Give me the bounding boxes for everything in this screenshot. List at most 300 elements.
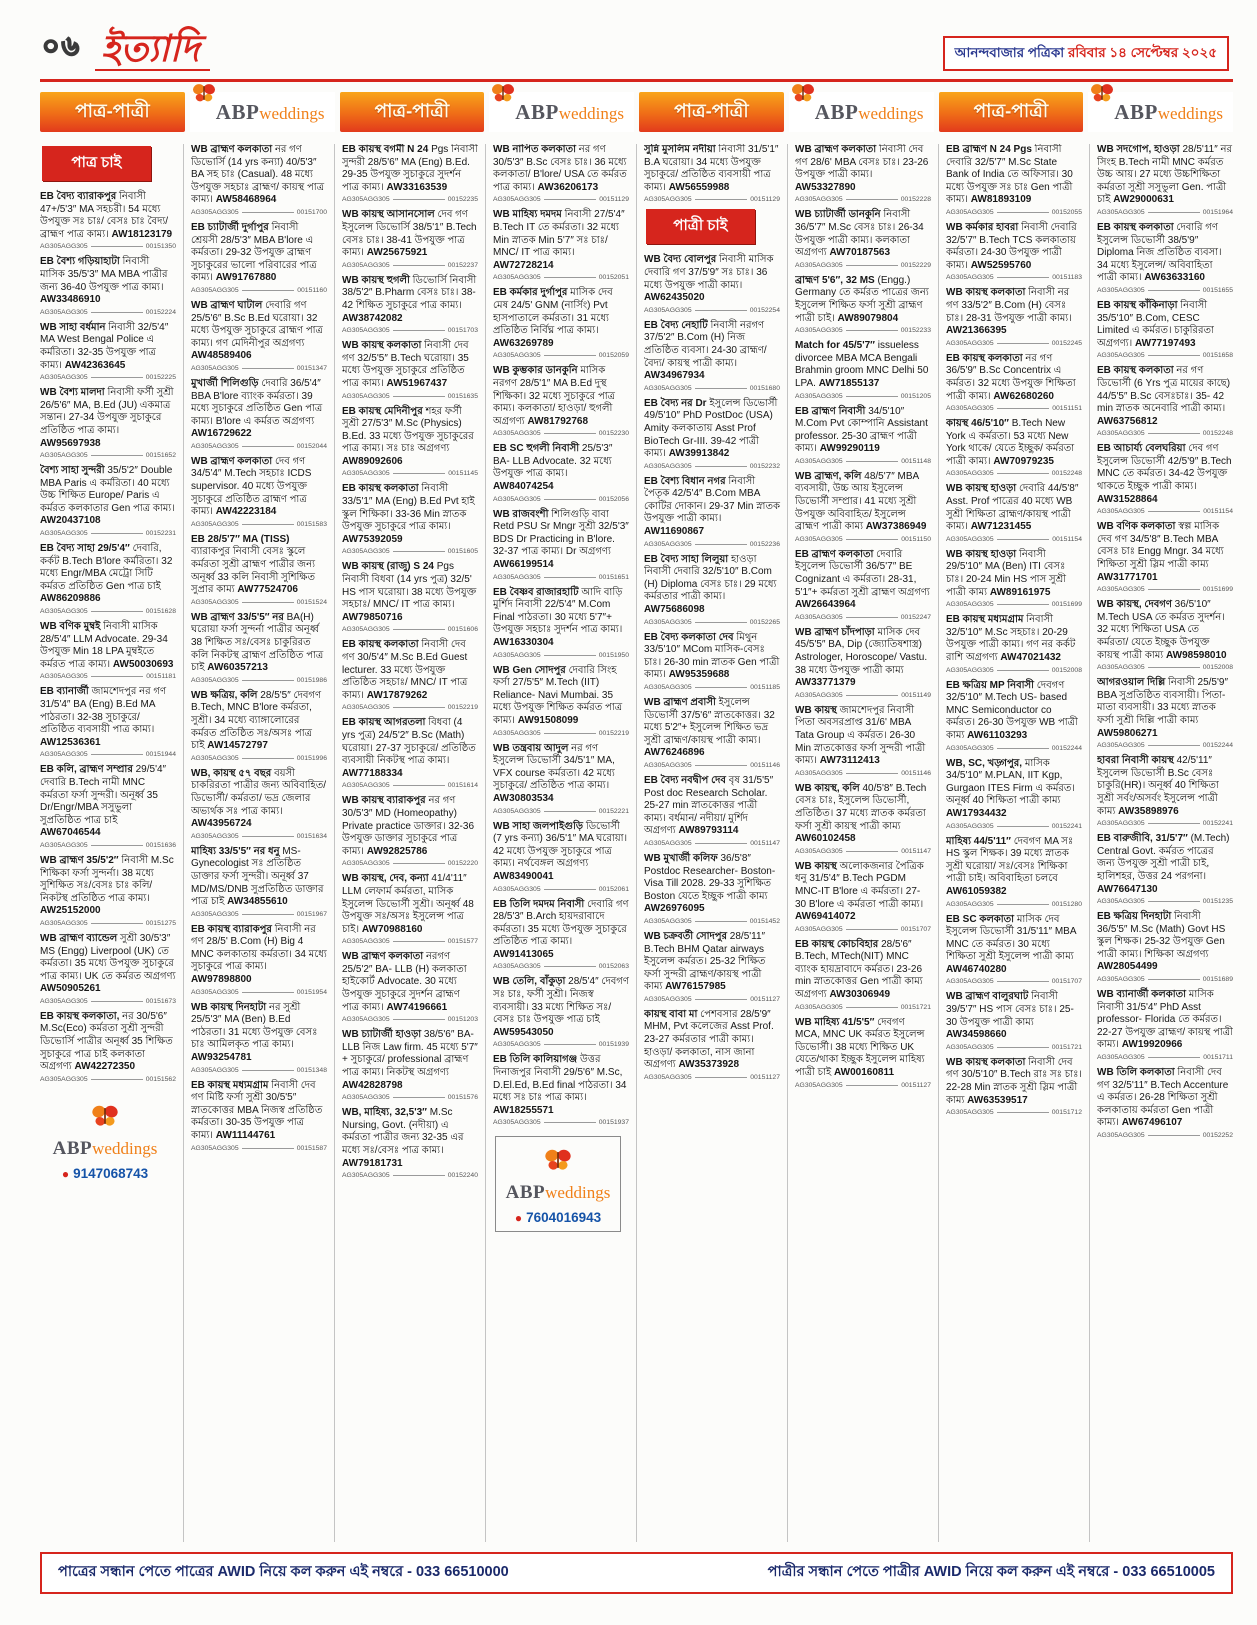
agency-code: AG305AGG305 [191,988,239,996]
ad-code-line [40,530,176,537]
code-rule [91,455,143,456]
ad-heading: WB ব্রাহ্মণ ব্যান্ডেল [40,932,118,944]
ad-code-line [493,430,629,437]
code-rule [1148,290,1200,291]
ad-body-text: মিথুন 33/5'10″ MCom মাসিক-বেসঃ চাঃ। 26-30 min স্নাতক Gen পাত্রী কাম্য। [644,631,780,681]
ad-body-text: দেবগণ MCA, MNC UK কর্মরত ইসুলেন্স ডিভোর্সী। 38 মধ্যে শিক্ষিত UK যেতে/থাকা ইচ্ছুক ইসুলেন্স মাহিষ্য পাত্রী চাই [795,1016,925,1079]
classified-ad [40,256,176,315]
ad-body-text: issueless divorcee MBA MCA Bengali Brahmin groom MNC Delhi 50 LPA. [795,340,929,389]
code-rule [695,687,748,688]
code-rule [1148,589,1200,590]
agency-code: AG305AGG305 [1097,898,1145,906]
code-rule [846,773,899,774]
ad-heading: EB কায়স্থ মধ্যমগ্রাম [191,1079,269,1091]
ad-heading: WB ব্রাহ্মণ 35/5'2″ [40,854,119,866]
code-rule [393,551,445,552]
code-rule [242,914,294,915]
ad-serial-number: 00152241 [1051,822,1082,830]
code-rule [1148,667,1200,668]
ad-body-text: MS-Gynecologist সঃ প্রতিষ্ঠিত ডাক্তার ফর্সা সুন্দরী। অনূর্ধ্ব 37 MD/MS/DNB সুপ্রতিষ্ঠিত ডাক্তার পাত্র চাই [191,845,324,908]
ad-code-line [191,911,327,918]
ad-serial-number: 00151634 [296,832,327,840]
classified-ad [644,632,780,691]
code-rule [997,670,1049,671]
ad-heading: WB কায়স্থ (রাজু) S 24 [342,561,434,573]
code-rule [91,845,143,846]
ad-heading: মাহিষ্য 33/5'5″ নর ধনু [191,845,280,857]
weddings-text: weddings [1157,103,1223,123]
ad-aw-code: AW25152000 [40,905,101,917]
ad-serial-number: 00151127 [901,1081,931,1089]
agency-code: AG305AGG305 [644,196,692,204]
ad-aw-code: AW39913842 [668,448,730,460]
ad-body-text: (M.Tech) Central Govt. কর্মরত পাত্রের জন্য উপযুক্ত সুশ্রী পাত্রী চাই, হালিশহর, উত্তর 24 পরগনা। [1097,833,1230,882]
ad-body-text: মাসিক দেব মেষ 24/5' GNM (নার্সিং) Pvt হাসপাতালে কর্মরতা। 31 মধ্যে প্রতিষ্ঠিত নির্বিঘ্ন পাত্র কাম্য। [493,287,613,337]
code-rule [846,695,899,696]
ad-heading: WB ব্রাহ্মণ বালুরঘাট [946,991,1029,1003]
ad-serial-number: 00151996 [296,754,327,762]
ad-code-line [191,755,327,762]
agency-code: AG305AGG305 [644,384,692,392]
agency-code: AG305AGG305 [795,392,843,400]
ad-serial-number: 00151576 [447,1094,478,1102]
ad-serial-number: 00151145 [448,470,478,478]
classified-ad [946,614,1082,673]
paper-name: আনন্দবাজার পত্রিকা [954,45,1065,60]
ad-serial-number: 00151129 [750,196,780,204]
agency-code: AG305AGG305 [946,666,994,674]
ad-body-text: নিবাসী পৈতৃক 42/5'4″ B.Com MBA কোটির দোকান। 29-37 Min স্নাতক উপযুক্ত পাত্রী কাম্য। [644,475,780,525]
ad-body-text: পেশবসার 28/5'9″ MHM, Pvt কলেজের Asst Prof. 23-27 কর্মরতার পাত্রী কাম্য। হাওড়া/ কলকাতা, নাস জানা অগ্রগণ্য [644,1008,774,1071]
ad-serial-number: 00151606 [447,626,478,634]
classified-ad [40,1011,176,1083]
classified-ad [40,933,176,1005]
ad-body-text: (Engg.) Germany তে কর্মরত পাত্রের জন্য ইসুলেন্স শিক্ষিত ফর্সা সুশ্রী ব্রাহ্মণ পাত্রী চাই। [795,274,929,324]
ad-code-line [342,1094,478,1101]
ad-heading: WB কায়স্থ কলকাতা [342,340,422,352]
ad-serial-number: 00151150 [901,535,931,543]
ad-serial-number: 00151280 [1051,900,1082,908]
agency-code: AG305AGG305 [1097,1054,1145,1062]
ad-serial-number: 00151577 [447,938,478,946]
ad-code-line [493,1119,629,1126]
code-rule [91,676,144,677]
agency-code: AG305AGG305 [493,1119,541,1127]
contact-phone[interactable]: ● 9147068743 [61,1165,149,1181]
classified-ad [493,743,629,815]
ad-serial-number: 00152244 [1202,742,1233,750]
agency-code: AG305AGG305 [342,392,390,400]
ad-aw-code: AW35898976 [1118,805,1179,817]
ad-serial-number: 00151651 [598,573,629,581]
classified-ad [946,758,1082,830]
code-rule [242,680,294,681]
awid-groom-text: পাত্রের সন্ধান পেতে পাত্রের AWID নিয়ে কল করুন এই নম্বরে - 033 66510000 [58,1564,509,1580]
ad-aw-code: AW70187563 [829,247,891,259]
code-rule [91,312,143,313]
classified-ad [795,861,931,933]
agency-code: AG305AGG305 [644,1073,692,1081]
classified-ad [1097,989,1233,1061]
classified-ad [795,1017,931,1089]
ad-heading: EB কায়স্থ কলকাতা [1097,221,1174,233]
ad-heading: EB কায়স্থ ব্যারাকপুর [191,923,272,935]
agency-code: AG305AGG305 [342,1094,390,1102]
classified-ad [342,795,478,867]
ad-serial-number: 00152061 [598,885,629,893]
ad-aw-code: AW18123179 [111,228,173,240]
classified-ad [946,991,1082,1050]
ad-body-text: নিবাসী 32/5'10″ M.Sc সহচাঃ। 20-29 উপযুক্ত পাত্রী কাম্য। গণ নর কর্কট রাশি অগ্রগণ্য [946,614,1076,663]
agency-code: AG305AGG305 [191,520,239,528]
ad-heading: WB রাজবংশী [493,508,549,520]
ad-code-line [40,1076,176,1083]
ad-aw-code: AW69414072 [795,911,856,923]
code-rule [846,851,899,852]
classified-ad [1097,911,1233,983]
classified-ad [644,476,780,548]
ad-heading: EB কায়স্থ কলকাতা [946,352,1023,364]
butterfly-icon [790,80,816,106]
agency-code: AG305AGG305 [191,598,239,606]
agency-code: AG305AGG305 [191,1066,239,1074]
ad-heading: WB ব্রাহ্মণ প্রবাসী [644,697,716,708]
ad-code-line [40,374,176,381]
ad-serial-number: 00151721 [1051,1043,1082,1051]
ad-serial-number: 00151964 [1202,208,1233,216]
ad-body-text: উত্তর দিনাজপুর নিবাসী 29/5'6″ M.Sc, D.El.Ed, B.Ed final পাঠরতা। 34 মধ্যে সঃ চাঃ পাত্র কাম্য। [493,1054,627,1104]
ad-body-text: নিবাসী 33/5'1″ MA (Eng) B.Ed Pvt হাই স্কুল শিক্ষিকা। 33-36 Min স্নাতক উপযুক্ত সুচাকুরে পাত্র কাম্য। [342,483,475,533]
classified-ad [191,144,327,216]
ad-serial-number: 00151129 [599,196,629,204]
ad-code-line [191,677,327,684]
agency-code: AG305AGG305 [644,995,692,1003]
classified-ad [1097,677,1233,749]
abp-weddings-contact-card[interactable] [42,1093,168,1187]
ad-code-line [493,574,629,581]
ad-aw-code: AW51967437 [386,377,448,389]
ad-heading: EB ক্ষত্রিয় দিনহাটা [1097,911,1172,923]
ad-heading: EB বৈশ্য বিধান নগর [644,475,726,487]
classified-ad [1097,443,1233,515]
agency-code: AG305AGG305 [191,1144,239,1152]
code-rule [1148,1135,1200,1136]
abp-text: ABP [515,99,559,124]
agency-code: AG305AGG305 [795,1081,843,1089]
ad-code-line [1097,664,1233,671]
ad-heading: WB কায়স্থ কলকাতা [946,1056,1026,1068]
ad-code-line [644,307,780,314]
code-rule [91,923,143,924]
classified-ad [191,768,327,840]
classified-ad [795,705,931,777]
agency-code: AG305AGG305 [342,782,390,790]
ad-code-line [644,996,780,1003]
ad-serial-number: 00151562 [145,1075,176,1083]
ad-aw-code: AW89161975 [989,586,1051,598]
ad-aw-code: AW17879262 [366,689,428,701]
ad-body-text: স্বল্প মাসিক দেব গণ 34/5'8″ B.Tech MBA বেসঃ চাঃ Engg Mngr. 34 মধ্যে শিক্ষিতা সুশ্রী স্লিম পাত্রী কাম্য [1097,521,1224,571]
ad-serial-number: 00152221 [598,807,629,815]
classified-ad [1097,599,1233,671]
ad-column [644,144,788,1542]
agency-code: AG305AGG305 [644,462,692,470]
ad-heading: WB চ্যাটার্জী ডানকুনি [795,209,881,221]
agency-code: AG305AGG305 [644,684,692,691]
code-rule [997,1047,1049,1048]
weddings-text: weddings [259,103,325,123]
agency-code: AG305AGG305 [342,327,390,335]
ad-heading: EB আচার্য্য বেলঘরিয়া [1097,443,1186,455]
classified-ad [191,612,327,684]
ad-aw-code: AW61059382 [946,885,1007,897]
ad-heading: WB কায়স্থ [795,860,837,872]
ad-body-text: দেবগণ 32/5'10″ M.Tech US- based MNC Semiconductor co কর্মরত। 26-30 উপযুক্ত WB পাত্রী কাম্য [946,679,1078,741]
agency-code: AG305AGG305 [946,744,994,752]
classified-ad [342,951,478,1023]
ad-code-line [795,692,931,699]
ad-aw-code: AW29000631 [1113,194,1174,206]
butterfly-icon [191,80,217,106]
ad-serial-number: 00151605 [447,548,478,556]
ad-column [946,144,1090,1542]
classified-ad [191,300,327,372]
ad-code-line [1097,586,1233,593]
agency-code: AG305AGG305 [795,691,843,699]
ad-serial-number: 00152230 [598,430,629,438]
ad-code-line [1097,976,1233,983]
code-rule [393,629,445,630]
matrimonial-tile: পাত্র-পাত্রী [340,92,485,132]
ad-body-text: নিবাসী দেব গণ 28/6' MBA বেসঃ চাঃ। 23-26 উপযুক্ত পাত্রী কাম্য। [795,144,929,181]
code-rule [242,212,294,213]
ad-serial-number: 00152247 [900,613,931,621]
ad-code-line [342,393,478,400]
ad-serial-number: 00152220 [447,860,478,868]
matrimonial-tile: পাত্র-পাত্রী [939,92,1084,132]
agency-code: AG305AGG305 [40,452,88,460]
ad-aw-code: AW61103293 [967,729,1028,741]
ad-heading: WB কায়স্থ, দেবগণ [1097,599,1172,611]
ad-body-text: নিবাসী মাসিক 35/5'3″ MA MBA পাত্রীর জন্য 36-40 উপযুক্ত পাত্র কাম্য। [40,256,168,293]
ad-body-text: বৃষ 31/5'5″ Post doc Research Scholar. 25-27 min স্নাতকোত্তর পাত্রী কাম্য। বর্ধমান/ নদীয়া/ মুর্শিদ অগ্রগণ্য [644,774,774,837]
ad-serial-number: 00151524 [296,598,327,606]
ad-heading: Match for 45/5'7″ [795,340,875,352]
ad-body-text: ডিভোর্সি নিবাসী 38/5'2″ B.Pharm বেসঃ চাঃ। 38-42 শিক্ষিত সুচাকুরে পাত্র কাম্য। [342,274,477,311]
ad-aw-code: AW60357213 [207,662,268,674]
ad-serial-number: 00151954 [296,988,327,996]
code-rule [997,539,1050,540]
code-rule [1148,823,1200,824]
ad-heading: WB ব্রাহ্মণ কলকাতা [342,951,424,963]
ad-heading: আগরওয়াল দিল্লি [1097,677,1166,689]
ad-heading: WB ব্রাহ্মণ চাঁদপাড়া [795,626,875,638]
ad-code-line [342,704,478,711]
agency-code: AG305AGG305 [40,751,88,759]
abp-weddings-wordmark [1098,100,1223,125]
ad-body-text: নিবাসী মাসিক 28/5'4″ LLM Advocate. 29-34 উপযুক্ত Min 18 LPA মুম্বইতে কর্মরত পাত্র কাম্য। [40,621,168,670]
agency-code: AG305AGG305 [946,601,994,609]
ad-body-text: হাওড়া নিবাসী দেবারি 32/5'10″ B.Com (H) Diploma বেসঃ চাঃ। 29 মধ্যে কর্মরতার পাত্রী কাম্য। [644,553,777,603]
ad-heading: EB কায়স্থ কলকাতা, [40,1010,120,1022]
ad-code-line [795,393,931,400]
ad-aw-code: AW53327890 [795,181,856,193]
ad-column [40,144,184,1542]
abp-weddings-contact-card[interactable] [495,1136,621,1232]
code-rule [393,1175,445,1176]
agency-code: AG305AGG305 [795,327,843,335]
ad-code-line [40,243,176,250]
weddings-text: weddings [558,103,624,123]
ad-serial-number: 00152236 [749,540,780,548]
ad-code-line [342,1172,478,1179]
ad-body-text: মাসিক 34/5'10″ M.PLAN, IIT Kgp, Gurgaon ITES Firm এ কর্মরত। অনূর্ধ্ব 40 শিক্ষিতা পাত্রী কাম্য [946,757,1075,807]
ad-aw-code: AW30306949 [829,989,891,1001]
classified-ad [342,561,478,633]
classified-ad [795,549,931,621]
ad-heading: WB ক্ষত্রিয়, কলি [191,689,258,701]
agency-code: AG305AGG305 [946,470,994,478]
ad-code-line [191,209,327,216]
ad-code-line [342,626,478,633]
ad-aw-code: AW58468964 [215,194,277,206]
ad-aw-code: AW92825786 [366,845,428,857]
ad-serial-number: 00152231 [145,530,176,538]
ad-code-line [1097,508,1233,515]
ad-body-text: শহর ফর্সী সুশ্রী 27/5'3″ M.Sc (Physics) B.Ed. 33 মধ্যে উপযুক্ত সুচাকুরের পাত্র কাম্য। সঃ চাঃ অগ্রগণ্য [342,405,474,455]
agency-code: AG305AGG305 [342,470,390,478]
ad-body-text: জামশেদপুর নিবাসী পিতা অবসরপ্রাপ্ত 31/6' MBA Tata Group এ কর্মরত। 26-30 Min স্নাতকোত্তর ফর্সা সুন্দরী পাত্রী কাম্য। [795,704,926,767]
ad-body-text: নিবাসী 27/5'4″ B.Tech IT তে কর্মরতা। 32 মধ্যে Min স্নাতক Min 5'7″ সঃ চাঃ/ MNC/ IT পাত্র কাম্য। [493,209,625,259]
ad-code-line [946,405,1082,412]
ad-aw-code: AW97898800 [191,974,252,986]
classified-ad [1097,755,1233,827]
agency-code: AG305AGG305 [493,495,541,503]
ad-heading: EB বৈদ্য সাহা লিলুয়া [644,553,729,565]
ad-code-line [191,521,327,528]
ad-body-text: 36/5'10″ M.Tech USA তে কর্মরত সুদর্শন। 32 মধ্যে শিক্ষিতা USA তে কর্মরতা/ যেতে ইচ্ছুক উপযুক্ত কায়স্থ পাত্রী কাম্য [1097,599,1225,661]
agency-code: AG305AGG305 [946,822,994,830]
ad-code-line [644,762,780,769]
ad-heading: EB বৈদ্য নেহাটি [644,319,708,331]
weddings-text: weddings [858,103,924,123]
abp-text: ABP [814,99,859,124]
ad-code-line [946,745,1082,752]
ad-body-text: মাসিক নরগণ 28/5'1″ MA B.Ed দুস্থ শিক্ষিকা। 32 মধ্যে সুচাকুরে পাত্র কাম্য। কলকাতা/ হাওড়া/ হুগলী অগ্রগণ্য [493,365,615,427]
agency-code: AG305AGG305 [40,308,88,316]
ad-serial-number: 00151699 [1051,601,1082,609]
ad-body-text: 34/5'10″ M.Com Pvt কোম্পানি Assistant professor. 25-30 ব্রাহ্মণ পাত্রী কাম্য। [795,405,928,455]
ad-heading: WB কায়স্থ, কলি [795,782,860,794]
classified-ad [342,406,478,478]
code-rule [393,707,445,708]
ad-body-text: নিবাসী দেব গণ 32/5'5″ B.Tech ঘরোয়া। 35 মধ্যে উপযুক্ত সুচাকুরে প্রতিষ্ঠিত পাত্র কাম্য। [342,340,469,389]
ad-body-text: নিবাসী 35/5'10″ B.Com, CESC Limited এ কর্মরত। চাকুরিরতা অগ্রগণ্য। [1097,299,1214,349]
ad-aw-code: AW42272350 [74,1061,136,1073]
classified-ad [40,543,176,615]
agency-code: AG305AGG305 [946,535,994,543]
code-rule [695,921,747,922]
ad-aw-code: AW50030693 [112,658,174,670]
abp-weddings-wordmark [499,100,624,125]
abp-weddings-logo [789,92,934,132]
code-rule [242,836,294,837]
classified-ad [493,443,629,502]
code-rule [393,199,445,200]
ad-aw-code: AW75686098 [644,604,705,616]
ad-serial-number: 00151967 [296,910,327,918]
ad-serial-number: 00152008 [1051,666,1082,674]
classified-ad [342,639,478,711]
agency-code: AG305AGG305 [644,761,692,769]
ad-body-text: নিবাসী 25/5'9″ BBA সুপ্রতিষ্ঠিত ব্যবসায়ী। পিতা-মাতা ব্যবসায়ী। 33 মধ্যে স্নাতক ফর্সা সুশ্রী দিল্লি পাত্রী কাম্য [1097,677,1228,726]
agency-code: AG305AGG305 [795,261,843,269]
ad-code-line [493,1041,629,1048]
code-rule [695,199,748,200]
ad-serial-number: 00152224 [145,308,176,316]
ad-aw-code: AW28054499 [1097,961,1158,973]
classified-ad [40,322,176,381]
code-rule [544,199,597,200]
ad-heading: WB সাহা বর্ধমান [40,321,106,333]
ad-serial-number: 00151235 [1202,898,1233,906]
classified-ad [493,1054,629,1126]
code-rule [846,199,898,200]
contact-phone[interactable]: ● 7604016943 [514,1210,602,1226]
ad-code-line [795,848,931,855]
ad-heading: WB তেলি, বাঁকুড়া [493,976,566,988]
classified-ad [795,939,931,1011]
ad-heading: EB বৈশ্য গড়িয়াহাটা [40,256,120,268]
classified-ad [1097,144,1233,216]
ad-code-line [40,309,176,316]
ad-code-line [342,782,478,789]
ad-aw-code: AW12536361 [40,736,101,748]
ad-aw-code: AW17934432 [946,807,1007,819]
ad-column [191,144,335,1542]
ad-heading: EB কলি, ব্রাহ্মণ সম্প্রার [40,764,133,776]
ad-serial-number: 00151703 [447,327,478,335]
ad-serial-number: 00151154 [1052,535,1082,543]
ad-heading: WB ব্রাহ্মণ 33/5'5″ নর [191,611,284,623]
agency-code: AG305AGG305 [342,261,390,269]
classified-ad [946,914,1082,986]
ad-heading: WB মুখার্জী কলিফ [644,852,718,864]
ad-body-text: দেবারি 36/5'4″ BBA B'lore ব্যাংক কর্মরতা। 39 মধ্যে সুচাকুরে প্রতিষ্ঠিত Gen পাত্র কাম্য। B'lore এ কর্মরত অগ্রগণ্য [191,377,323,427]
ad-body-text: নিবাসী দেব গণ 30/5'4″ M.Sc B.Ed Guest lecturer. 33 মধ্যে উপযুক্ত প্রতিষ্ঠিত সহচাঃ/ MNC/ IT পাত্র কাম্য। [342,639,468,701]
ad-serial-number: 00152219 [447,704,478,712]
ad-heading: EB 28/5'7″ MA (TISS) [191,533,290,545]
ad-body-text: জামশেদপুর নর গণ 31/5'4″ BA (Eng) B.Ed MA পাঠরতা। 32-38 সুচাকুরে/ প্রতিষ্ঠিত ব্যবসায়ী পাত্র কাম্য। [40,686,167,736]
ad-heading: হাবরা নিবাসী কায়স্থ [1097,755,1174,767]
ad-heading: WB কায়স্থ হুগলী [342,274,410,286]
classified-ad [946,549,1082,608]
ad-aw-code: AW18255571 [493,1104,554,1116]
ad-heading: EB বৈদ্য কলকাতা দেব [644,631,734,643]
ad-body-text: Pgs নিবাসী বিধবা (14 yrs পুত্র) 32/5' HS পাস ঘরোয়া। 38 মধ্যে উপযুক্ত সহচাঃ/ MNC/ IT পাত্র কাম্য। [342,561,477,611]
ad-aw-code: AW37386949 [865,521,927,533]
ad-serial-number: 00151183 [1052,274,1082,282]
ad-serial-number: 00151452 [749,917,780,925]
ad-code-line [1097,1132,1233,1139]
classified-ad [644,931,780,1003]
classified-ad [40,621,176,680]
classified-ad [493,365,629,437]
ad-heading: EB কায়স্থ কাঁকিনাড়া [1097,299,1178,311]
ad-code-line [493,196,629,203]
agency-code: AG305AGG305 [493,274,541,282]
code-rule [544,1044,596,1045]
